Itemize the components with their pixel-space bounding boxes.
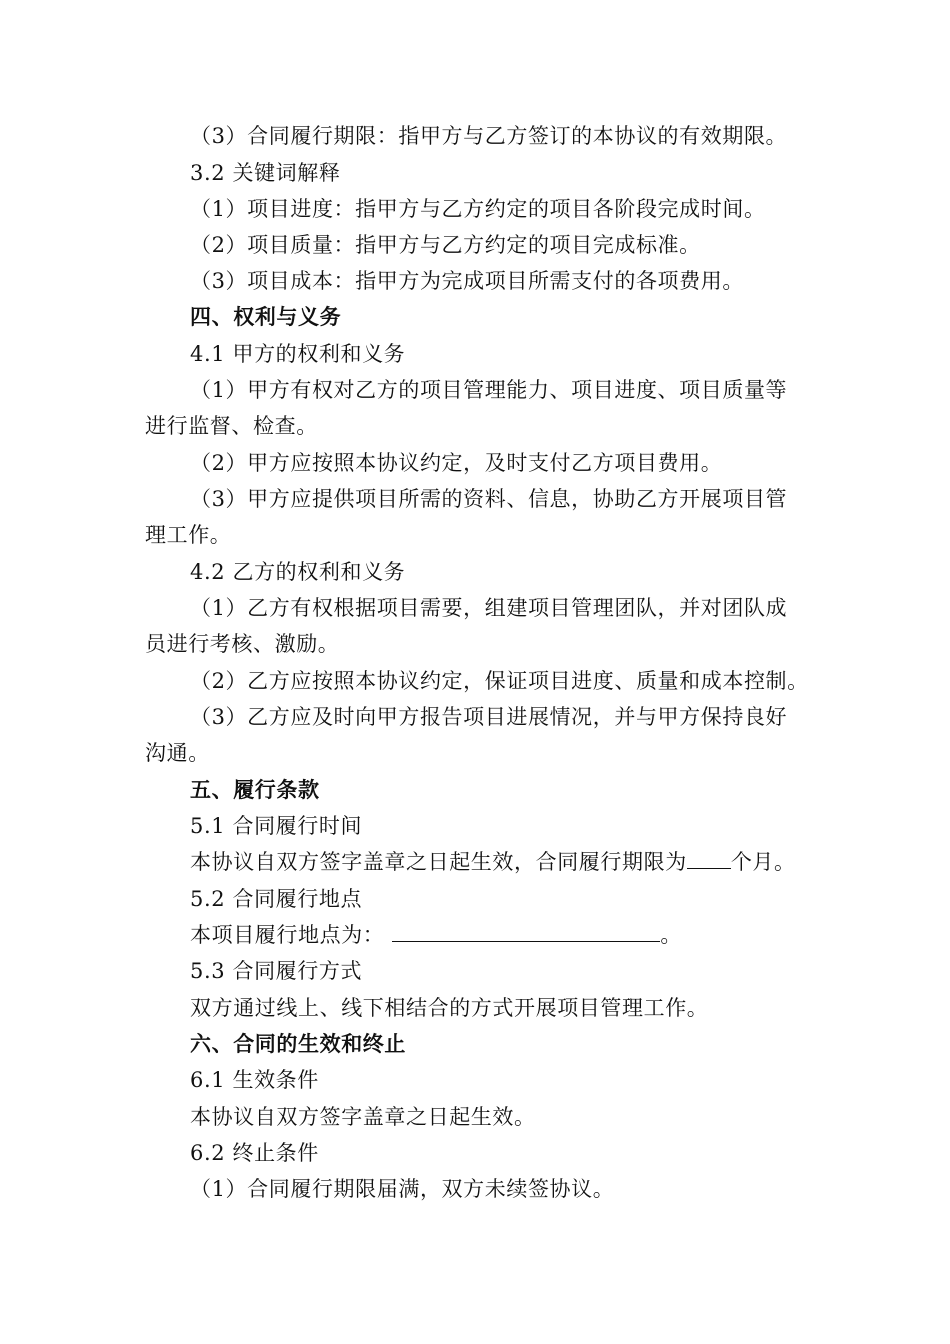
party-b-item-2: （2）乙方应按照本协议约定，保证项目进度、质量和成本控制。 bbox=[190, 669, 809, 693]
section-5-heading: 五、履行条款 bbox=[190, 778, 320, 802]
party-b-item-1-line1: （1）乙方有权根据项目需要，组建项目管理团队，并对团队成 bbox=[190, 596, 788, 620]
subsection-3-2-title: 3.2 关键词解释 bbox=[190, 161, 341, 185]
subsection-6-2-title: 6.2 终止条件 bbox=[190, 1141, 319, 1165]
subsection-5-3-title: 5.3 合同履行方式 bbox=[190, 959, 363, 983]
party-b-item-3-line1: （3）乙方应及时向甲方报告项目进展情况，并与甲方保持良好 bbox=[190, 705, 788, 729]
place-paragraph bbox=[190, 921, 682, 949]
definition-item-3: （3）合同履行期限：指甲方与乙方签订的本协议的有效期限。 bbox=[190, 124, 788, 148]
party-a-item-1-line1: （1）甲方有权对乙方的项目管理能力、项目进度、项目质量等 bbox=[190, 378, 788, 402]
termination-item-1: （1）合同履行期限届满，双方未续签协议。 bbox=[190, 1177, 615, 1201]
effect-paragraph: 本协议自双方签字盖章之日起生效。 bbox=[190, 1105, 536, 1129]
term-duration-unit: 个月。 bbox=[730, 850, 796, 874]
subsection-5-2-title: 5.2 合同履行地点 bbox=[190, 887, 363, 911]
subsection-5-1-title: 5.1 合同履行时间 bbox=[190, 814, 363, 838]
keyword-item-2: （2）项目质量：指甲方与乙方约定的项目完成标准。 bbox=[190, 233, 701, 257]
place-text: 本项目履行地点为： bbox=[190, 923, 385, 947]
subsection-6-1-title: 6.1 生效条件 bbox=[190, 1068, 319, 1092]
subsection-4-2-title: 4.2 乙方的权利和义务 bbox=[190, 560, 406, 584]
party-a-item-1-line2: 进行监督、检查。 bbox=[145, 414, 318, 438]
party-a-item-3-line1: （3）甲方应提供项目所需的资料、信息，协助乙方开展项目管 bbox=[190, 487, 788, 511]
method-paragraph: 双方通过线上、线下相结合的方式开展项目管理工作。 bbox=[190, 996, 709, 1020]
place-end: 。 bbox=[660, 923, 683, 947]
term-duration-paragraph bbox=[190, 848, 796, 876]
term-duration-text: 本协议自双方签字盖章之日起生效，合同履行期限为 bbox=[190, 850, 687, 874]
keyword-item-1: （1）项目进度：指甲方与乙方约定的项目各阶段完成时间。 bbox=[190, 197, 766, 221]
party-a-item-2: （2）甲方应按照本协议约定，及时支付乙方项目费用。 bbox=[190, 451, 723, 475]
duration-blank bbox=[687, 850, 731, 869]
party-b-item-3-line2: 沟通。 bbox=[145, 741, 210, 765]
place-blank bbox=[392, 923, 660, 942]
section-4-heading: 四、权利与义务 bbox=[190, 305, 342, 329]
keyword-item-3: （3）项目成本：指甲方为完成项目所需支付的各项费用。 bbox=[190, 269, 744, 293]
party-a-item-3-line2: 理工作。 bbox=[145, 523, 232, 547]
party-b-item-1-line2: 员进行考核、激励。 bbox=[145, 632, 340, 656]
section-6-heading: 六、合同的生效和终止 bbox=[190, 1032, 406, 1056]
subsection-4-1-title: 4.1 甲方的权利和义务 bbox=[190, 342, 406, 366]
